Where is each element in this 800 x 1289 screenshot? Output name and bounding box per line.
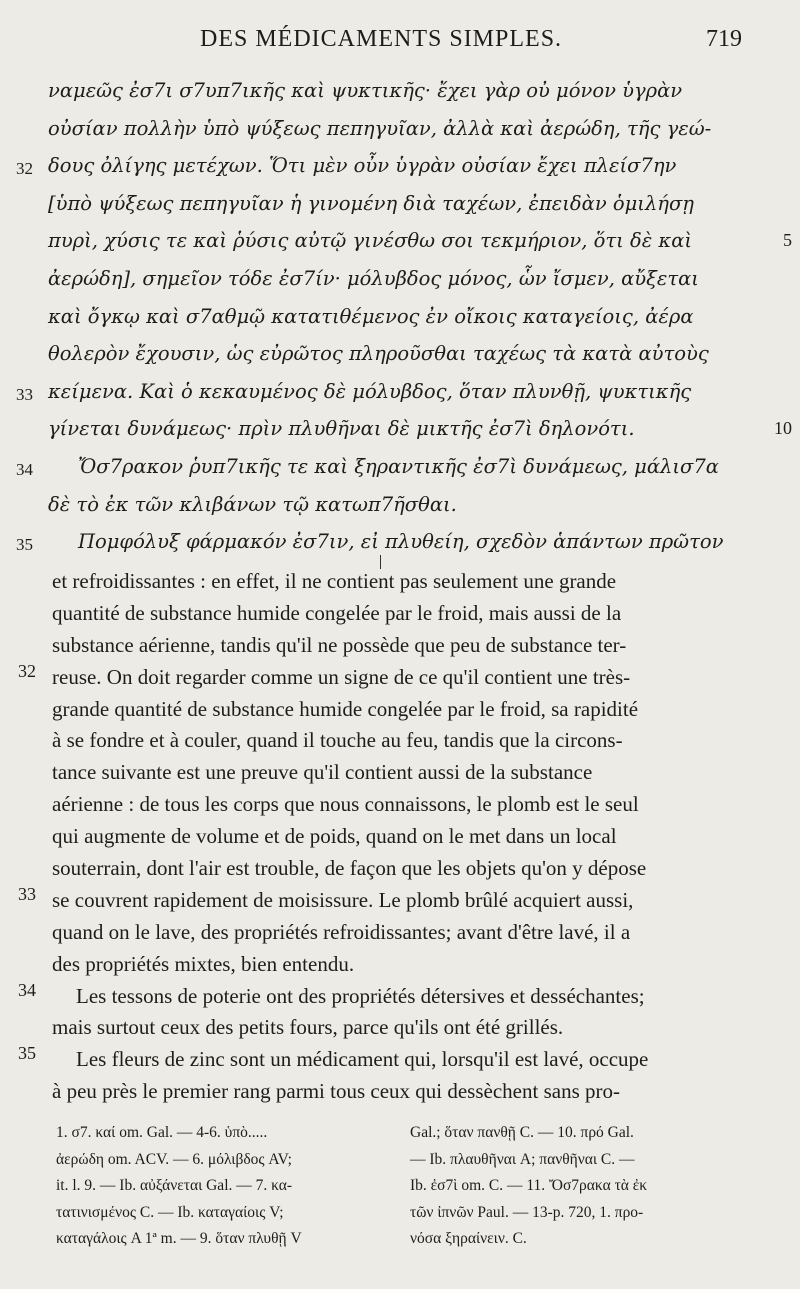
greek-line	[48, 298, 748, 336]
french-line-text: grande quantité de substance humide congelée par le froid, sa rapidité	[52, 696, 639, 721]
greek-line-text: γίνεται δυνάμεως· πρὶν πλυθῆναι δὲ μικτῆς ἐσ7ὶ δηλονότι.	[48, 417, 635, 441]
greek-line-text: δους ὀλίγης μετέχων. Ὅτι μὲν οὖν ὑγρὰν οὐσίαν ἔχει πλείσ7ην	[48, 154, 677, 178]
french-line-text: des propriétés mixtes, bien entendu.	[52, 951, 355, 976]
greek-line	[48, 222, 792, 260]
french-line	[52, 598, 752, 630]
section-number: 34	[16, 459, 33, 479]
line-number: 5	[783, 230, 792, 251]
greek-line-text: ἀερώδη], σημεῖον τόδε ἐσ7ίν· μόλυβδος μόνος, ὧν ἴσμεν, αὔξεται	[48, 266, 699, 290]
section-number: 32	[18, 660, 36, 681]
greek-line-text: Ὄσ7ρακον ῥυπ7ικῆς τε καὶ ξηραντικῆς ἐσ7ὶ δυνάμεως, μάλισ7α	[78, 454, 719, 478]
french-line-text: quantité de substance humide congelée par le froid, mais aussi de la	[52, 600, 622, 625]
french-line-text: à peu près le premier rang parmi tous ceux qui dessèchent sans pro-	[52, 1079, 620, 1104]
french-translation-block	[18, 566, 752, 1108]
footnote-line: Gal.; ὅταν πανθῇ C. — 10. πρό Gal.	[410, 1124, 634, 1141]
section-number: 32	[16, 159, 33, 179]
greek-line-text: θολερὸν ἔχουσιν, ὡς εὐρῶτος πληροῦσθαι ταχέως τὰ κατὰ αὐτοὺς	[48, 342, 709, 366]
greek-line	[48, 185, 748, 223]
french-line	[52, 630, 752, 662]
greek-line	[48, 72, 748, 110]
french-line	[18, 1043, 752, 1076]
greek-text-block	[16, 72, 792, 561]
footnotes-left-column	[56, 1120, 396, 1253]
greek-line	[48, 335, 748, 373]
french-line	[18, 883, 752, 917]
greek-line	[48, 410, 792, 448]
french-line-text: souterrain, dont l'air est trouble, de façon que les objets qu'on y dépose	[52, 856, 647, 881]
greek-line-text: οὐσίαν πολλὴν ὑπὸ ψύξεως πεπηγυῖαν, ἀλλὰ καὶ ἀερώδη, τῆς γεώ-	[48, 116, 712, 140]
greek-line	[16, 373, 748, 411]
greek-line-text: Πομφόλυξ φάρμακόν ἐσ7ιν, εἰ πλυθείη, σχεδὸν ἁπάντων πρῶτον	[78, 530, 724, 554]
french-line-text: reuse. On doit regarder comme un signe de ce qu'il contient une très-	[52, 664, 631, 689]
greek-line-text: κείμενα. Καὶ ὁ κεκαυμένος δὲ μόλυβδος, ὅταν πλυνθῇ, ψυκτικῆς	[48, 379, 692, 403]
footnote-line: καταγάλοις A 1ª m. — 9. ὅταν πλυθῇ V	[56, 1230, 302, 1247]
french-line-text: se couvrent rapidement de moisissure. Le plomb brûlé acquiert aussi,	[52, 887, 634, 912]
footnote-line: it. l. 9. — Ib. αὐξάνεται Gal. — 7. κα-	[56, 1177, 293, 1194]
french-line	[52, 853, 752, 885]
french-line-text: quand on le lave, des propriétés refroidissantes; avant d'être lavé, il a	[52, 919, 631, 944]
greek-line-text: ναμεῶς ἐσ7ι σ7υπ7ικῆς καὶ ψυκτικῆς· ἔχει γὰρ οὐ μόνον ὑγρὰν	[48, 79, 683, 102]
footnote-line: νόσα ξηραίνειν. C.	[410, 1230, 527, 1247]
page-number: 719	[706, 26, 742, 52]
footnote-line: Ib. ἐσ7ὶ om. C. — 11. Ὄσ7ρακα τὰ ἐκ	[410, 1177, 648, 1194]
line-number: 10	[774, 418, 792, 439]
footnote-line: ἀερώδη om. ACV. — 6. μόλιβδος AV;	[56, 1150, 292, 1168]
french-line	[52, 949, 752, 981]
french-line-text: mais surtout ceux des petits fours, parce qu'ils ont été grillés.	[52, 1015, 564, 1040]
greek-line	[16, 147, 748, 185]
footnote-line: τῶν ἰπνῶν Paul. — 13-p. 720, 1. προ-	[410, 1203, 644, 1221]
greek-line	[16, 523, 748, 561]
greek-line-text: καὶ ὄγκῳ καὶ σ7αθμῷ κατατιθέμενος ἐν οἴκοις καταγείοις, ἀέρα	[48, 304, 694, 328]
greek-line	[48, 486, 748, 524]
french-line	[52, 1012, 752, 1044]
footnotes-right-column	[410, 1120, 756, 1253]
section-number: 35	[16, 535, 33, 555]
section-number: 35	[18, 1043, 36, 1064]
french-line-text: et refroidissantes : en effet, il ne contient pas seulement une grande	[52, 569, 617, 593]
page-title: DES MÉDICAMENTS SIMPLES.	[200, 26, 563, 52]
french-line	[52, 694, 752, 726]
french-line-text: qui augmente de volume et de poids, quand on le met dans un local	[52, 824, 617, 849]
french-line	[52, 757, 752, 789]
greek-line	[48, 110, 748, 148]
greek-line-text: [ὑπὸ ψύξεως πεπηγυῖαν ἡ γινομένη διὰ ταχέων, ἐπειδὰν ὁμιλήσῃ	[48, 191, 694, 215]
french-line-text: aérienne : de tous les corps que nous connaissons, le plomb est le seul	[52, 792, 639, 817]
french-line	[52, 725, 752, 757]
running-header	[0, 26, 800, 66]
french-line	[52, 789, 752, 821]
french-line	[18, 660, 752, 694]
french-line	[52, 1076, 752, 1108]
french-line-text: Les tessons de poterie ont des propriétés détersives et desséchantes;	[76, 983, 645, 1008]
footnote-line: 1. σ7. καί om. Gal. — 4-6. ὑπὸ.....	[56, 1124, 268, 1141]
section-number: 33	[16, 384, 33, 404]
section-number: 34	[18, 979, 36, 1000]
footnotes	[56, 1120, 756, 1260]
french-line	[52, 917, 752, 949]
french-line-text: tance suivante est une preuve qu'il contient aussi de la substance	[52, 760, 593, 785]
greek-line	[48, 260, 748, 298]
section-number: 33	[18, 883, 36, 904]
french-line	[52, 821, 752, 853]
greek-line-text: δὲ τὸ ἐκ τῶν κλιβάνων τῷ κατωπ7ῆσθαι.	[48, 492, 457, 516]
french-line	[52, 566, 752, 598]
footnote-line: — Ib. πλαυθῆναι A; πανθῆναι C. —	[410, 1150, 635, 1168]
french-line-text: Les fleurs de zinc sont un médicament qui, lorsqu'il est lavé, occupe	[76, 1047, 649, 1072]
greek-line	[16, 448, 748, 486]
french-line-text: substance aérienne, tandis qu'il ne possède que peu de substance ter-	[52, 632, 627, 657]
footnote-line: τατινισμένος C. — Ib. καταγαίοις V;	[56, 1203, 284, 1221]
french-line-text: à se fondre et à couler, quand il touche au feu, tandis que la circons-	[52, 728, 623, 753]
greek-line-text: πυρὶ, χύσις τε καὶ ῥύσις αὐτῷ γινέσθω σοι τεκμήριον, ὅτι δὲ καὶ	[48, 229, 693, 253]
french-line	[18, 979, 752, 1013]
